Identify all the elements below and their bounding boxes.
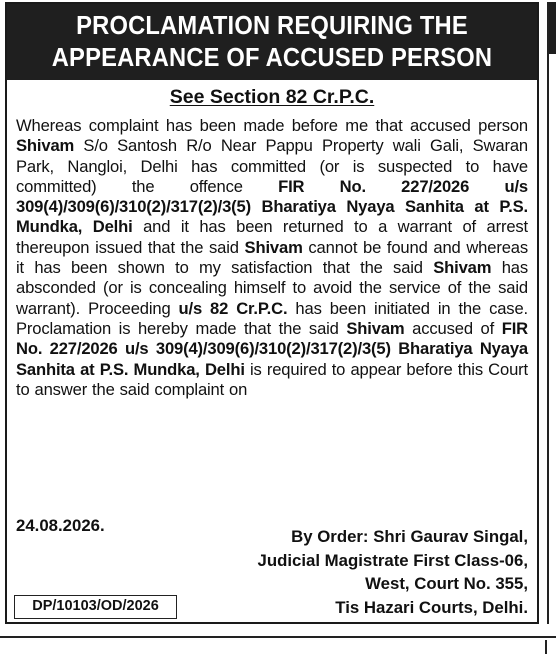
section-citation: u/s 82 Cr.P.C.: [178, 298, 288, 318]
body-text-8: is required to appear before this Court to answer the said complaint on: [16, 359, 528, 399]
body-text-3: and it has been returned to a warrant of arrest thereupon issued that the said: [16, 217, 529, 257]
accused-name: Shivam: [244, 237, 303, 257]
body-text-7: accused of: [404, 318, 502, 338]
body-text-1: Whereas complaint has been made before me that accused person: [16, 116, 528, 135]
section-reference: [7, 86, 537, 116]
notice-title-line-1: PROCLAMATION REQUIRING THE: [76, 12, 468, 40]
signature-line-3: West, Court No. 355,: [365, 574, 528, 593]
signature-line-1: By Order: Shri Gaurav Singal,: [291, 527, 528, 546]
notice-header: [7, 4, 537, 80]
body-text-5: has absconded (or is concealing himself to avoid the service of the said warrant). Proceeding: [16, 258, 528, 318]
body-text-6: has been initiated in the case. Proclamation is hereby made that the said: [16, 298, 528, 338]
reference-number: DP/10103/OD/2026: [14, 595, 177, 619]
accused-name: Shivam: [16, 136, 75, 156]
body-text-4: cannot be found and whereas it has been shown to my satisfaction that the said: [16, 237, 528, 278]
signature-block: [258, 525, 528, 619]
section-heading: See Section 82 Cr.P.C.: [169, 86, 375, 108]
adjacent-notice-edge: [547, 2, 556, 624]
proclamation-notice: [5, 2, 539, 624]
body-text-2: S/o Santosh R/o Near Pappu Property wali Gali, Swaran Park, Nangloi, Delhi has committed (or is suspected to have committed) the offence: [16, 136, 528, 196]
signature-line-2: Judicial Magistrate First Class-06,: [257, 550, 528, 570]
accused-name: Shivam: [433, 258, 492, 278]
signature-line-4: Tis Hazari Courts, Delhi.: [335, 597, 528, 617]
accused-name: Shivam: [346, 318, 405, 338]
notice-body: [7, 116, 537, 400]
appearance-date: 24.08.2026.: [16, 516, 105, 535]
adjacent-notice-edge-bottom: [0, 636, 556, 654]
notice-title-line-2: APPEARANCE OF ACCUSED PERSON: [51, 44, 493, 72]
fir-details: FIR No. 227/2026 u/s 309(4)/309(6)/310(2)/317(2)/3(5) Bharatiya Nyaya Sanhita at P.S. Mundka, Delhi: [16, 176, 528, 237]
fir-details: FIR No. 227/2026 u/s 309(4)/309(6)/310(2)/317(2)/3(5) Bharatiya Nyaya Sanhita at P.S. Mundka, Delhi: [16, 318, 528, 379]
